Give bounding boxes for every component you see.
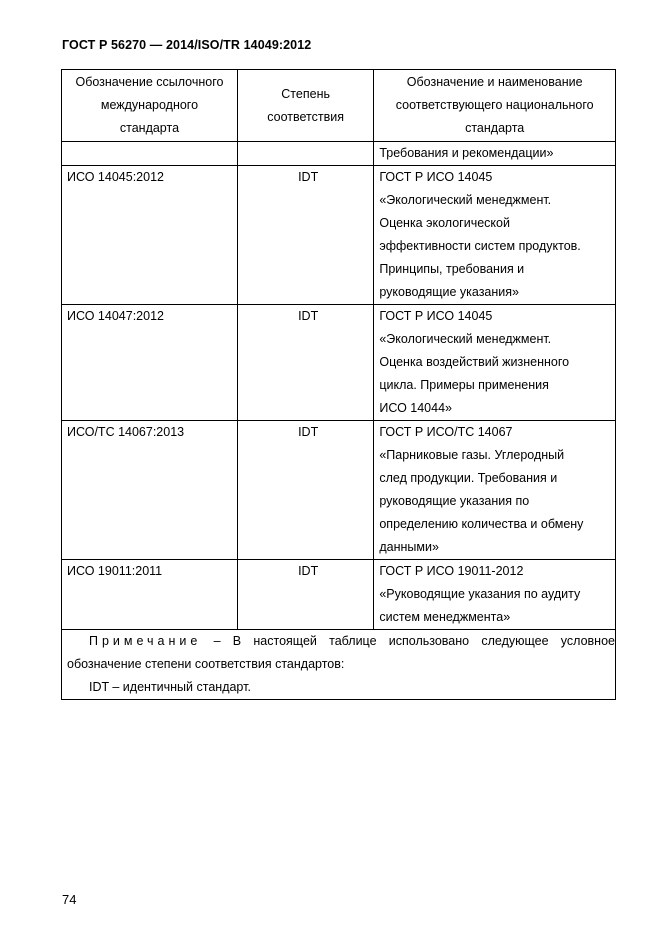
- note-text: – В настоящей таблице использовано следующее условное: [213, 634, 615, 648]
- header-line: соответствующего национального: [395, 98, 594, 112]
- cell-line: ГОСТ Р ИСО 14045: [379, 309, 493, 323]
- cell-line: данными»: [379, 540, 439, 554]
- cell-line: «Руководящие указания по аудиту: [379, 587, 581, 601]
- cell-line: систем менеджмента»: [379, 610, 511, 624]
- table-row: [62, 142, 616, 166]
- cell-line: ГОСТ Р ИСО 19011-2012: [379, 564, 524, 578]
- header-line: соответствия: [267, 109, 344, 124]
- cell-line: ИСО 14044»: [379, 401, 452, 415]
- degree-cell: IDT: [237, 421, 373, 560]
- ref-cell: ИСО 14047:2012: [62, 305, 238, 421]
- ref-cell: ИСО 19011:2011: [62, 560, 238, 630]
- note-idt-line: IDT – идентичный стандарт.: [89, 680, 251, 694]
- ref-cell: [62, 142, 238, 166]
- header-line: международного: [100, 98, 199, 112]
- header-degree: [237, 70, 373, 142]
- degree-cell: IDT: [237, 305, 373, 421]
- header-line: Обозначение и наименование: [406, 75, 583, 89]
- table-note: [62, 630, 616, 700]
- note-second-line: обозначение степени соответствия стандартов:: [67, 657, 345, 671]
- national-cell: [374, 421, 616, 560]
- table-row: [62, 560, 616, 630]
- cell-line: руководящие указания по: [379, 494, 530, 508]
- degree-cell: IDT: [237, 560, 373, 630]
- degree-cell: IDT: [237, 166, 373, 305]
- cell-line: эффективности систем продуктов.: [379, 239, 581, 253]
- cell-line: «Парниковые газы. Углеродный: [379, 448, 565, 462]
- table-header-row: [62, 70, 616, 142]
- national-cell: [374, 142, 616, 166]
- header-line: Степень: [281, 86, 330, 101]
- cell-line: руководящие указания»: [379, 285, 519, 299]
- note-label: Примечание: [89, 634, 202, 648]
- cell-line: Оценка воздействий жизненного: [379, 355, 570, 369]
- table-row: [62, 166, 616, 305]
- cell-line: Оценка экологической: [379, 216, 510, 230]
- header-national-standard: [374, 70, 616, 142]
- header-line: стандарта: [465, 121, 525, 135]
- ref-cell: ИСО/ТС 14067:2013: [62, 421, 238, 560]
- header-line: стандарта: [119, 121, 180, 135]
- cell-line: Требования и рекомендации»: [379, 146, 554, 160]
- note-first-line: [67, 630, 615, 653]
- table-row: [62, 305, 616, 421]
- reference-standards-table: [61, 69, 616, 700]
- cell-line: определению количества и обмену: [379, 517, 584, 531]
- table-row: [62, 421, 616, 560]
- cell-line: Принципы, требования и: [379, 262, 525, 276]
- national-cell: [374, 305, 616, 421]
- ref-cell: ИСО 14045:2012: [62, 166, 238, 305]
- cell-line: цикла. Примеры применения: [379, 378, 549, 392]
- page-number: 74: [62, 892, 77, 907]
- cell-line: след продукции. Требования и: [379, 471, 558, 485]
- cell-line: «Экологический менеджмент.: [379, 193, 552, 207]
- cell-line: ГОСТ Р ИСО/ТС 14067: [379, 425, 513, 439]
- table-note-row: [62, 630, 616, 700]
- header-line: Обозначение ссылочного: [75, 75, 224, 89]
- cell-line: «Экологический менеджмент.: [379, 332, 552, 346]
- national-cell: [374, 166, 616, 305]
- national-cell: [374, 560, 616, 630]
- document-header: ГОСТ Р 56270 — 2014/ISO/TR 14049:2012: [62, 38, 312, 52]
- header-international-standard: [62, 70, 238, 142]
- cell-line: ГОСТ Р ИСО 14045: [379, 170, 493, 184]
- degree-cell: [237, 142, 373, 166]
